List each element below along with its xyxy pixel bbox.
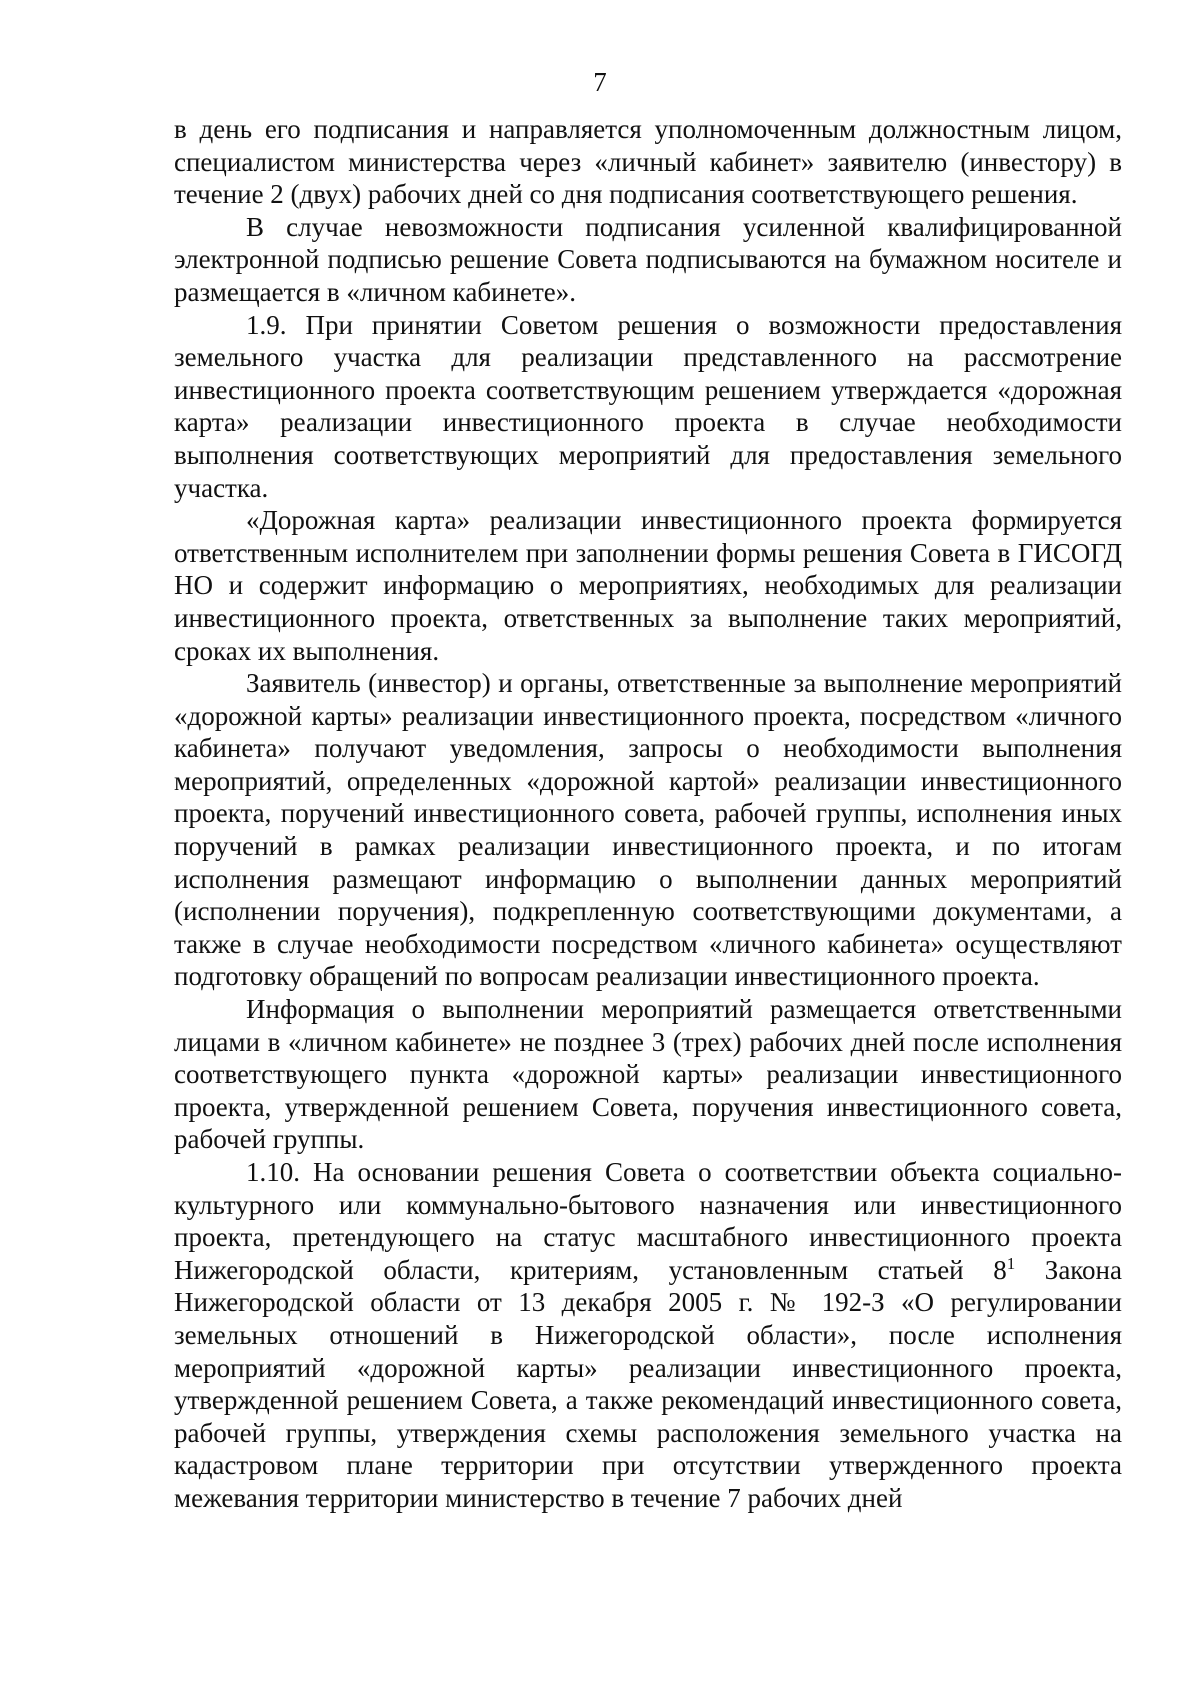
paragraph-continuation: в день его подписания и направляется уполномоченным должностным лицом, специалистом министерства через «личный кабинет» заявителю (инвестору) в течение 2 (двух) рабочих дней со дня подписания соответствующего решения. bbox=[174, 114, 1122, 210]
paragraph-1-10 bbox=[174, 1156, 1122, 1515]
superscript-marker: 1 bbox=[1006, 1253, 1016, 1273]
paragraph-1-10-text-before: 1.10. На основании решения Совета о соответствии объекта социально-культурного или коммунально-бытового назначения или инвестиционного проекта, претендующего на статус масштабного инвестиционного проекта Нижегородской области, критериям, установленным статьей 8 bbox=[174, 1157, 1122, 1285]
paragraph-execution-info: Информация о выполнении мероприятий размещается ответственными лицами в «личном кабинете» не позднее 3 (трех) рабочих дней после исполнения соответствующего пункта «дорожной карты» реализации инвестиционного проекта, утвержденной решением Совета, поручения инвестиционного совета, рабочей группы. bbox=[174, 994, 1122, 1155]
page-number: 7 bbox=[593, 67, 607, 97]
paragraph-signature-fallback: В случае невозможности подписания усиленной квалифицированной электронной подписью решение Совета подписываются на бумажном носителе и размещается в «личном кабинете». bbox=[174, 211, 1122, 307]
document-body bbox=[174, 113, 1122, 1515]
paragraph-1-9: 1.9. При принятии Советом решения о возможности предоставления земельного участка для реализации представленного на рассмотрение инвестиционного проекта соответствующим решением утверждается «дорожная карта» реализации инвестиционного проекта в случае необходимости выполнения соответствующих мероприятий для предоставления земельного участка. bbox=[174, 309, 1122, 503]
paragraph-applicant-notifications: Заявитель (инвестор) и органы, ответственные за выполнение мероприятий «дорожной карты» реализации инвестиционного проекта, посредством «личного кабинета» получают уведомления, запросы о необходимости выполнения мероприятий, определенных «дорожной картой» реализации инвестиционного проекта, поручений инвестиционного совета, рабочей группы, исполнения иных поручений в рамках реализации инвестиционного проекта, и по итогам исполнения размещают информацию о выполнении данных мероприятий (исполнении поручения), подкрепленную соответствующими документами, а также в случае необходимости посредством «личного кабинета» осуществляют подготовку обращений по вопросам реализации инвестиционного проекта. bbox=[174, 668, 1122, 992]
paragraph-1-10-text-after: Закона Нижегородской области от 13 декабря 2005 г. № 192-З «О регулировании земельных отношений в Нижегородской области», после исполнения мероприятий «дорожной карты» реализации инвестиционного проекта, утвержденной решением Совета, а также рекомендаций инвестиционного совета, рабочей группы, утверждения схемы расположения земельного участка на кадастровом плане территории при отсутствии утвержденного проекта межевания территории министерство в течение 7 рабочих дней bbox=[174, 1254, 1122, 1513]
paragraph-roadmap-formation: «Дорожная карта» реализации инвестиционного проекта формируется ответственным исполнителем при заполнении формы решения Совета в ГИСОГД НО и содержит информацию о мероприятиях, необходимых для реализации инвестиционного проекта, ответственных за выполнение таких мероприятий, сроках их выполнения. bbox=[174, 505, 1122, 666]
